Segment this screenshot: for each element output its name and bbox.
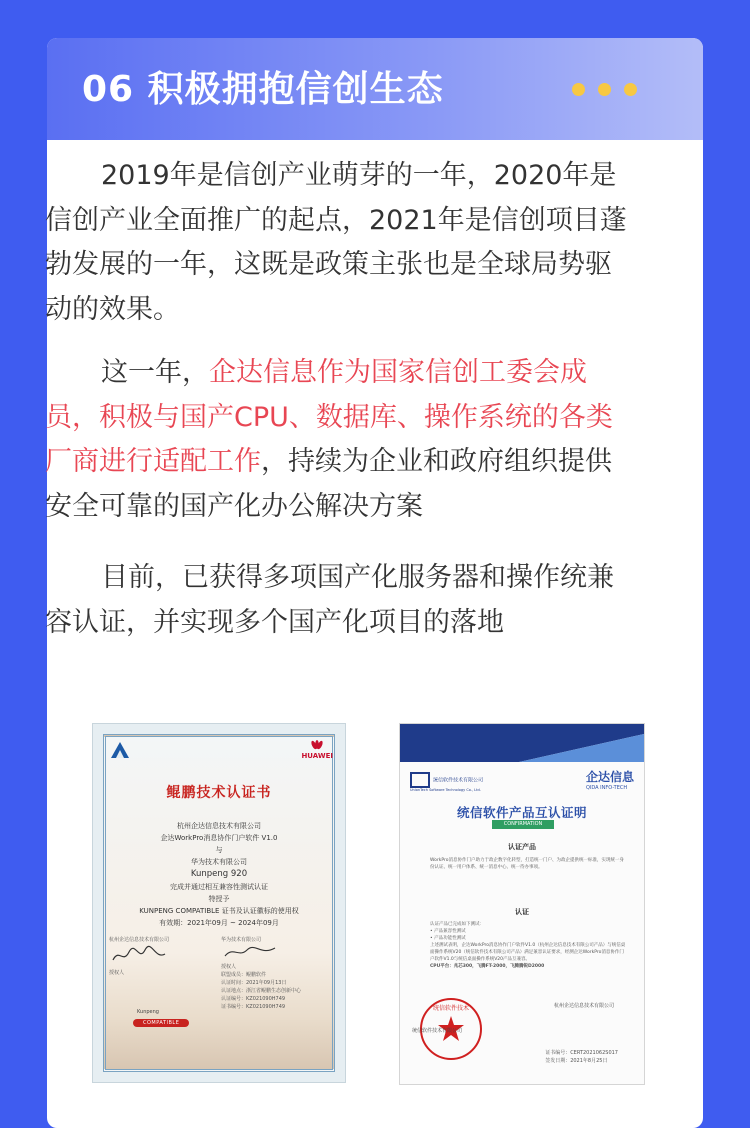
- cert1-right-company: 华为技术有限公司: [221, 937, 262, 943]
- cert1-left-company: 杭州企达信息技术有限公司: [109, 937, 170, 943]
- qida-logo-text: 企达信息: [585, 770, 634, 784]
- paragraph-3-text: 目前，已获得多项国产化服务器和操作统兼容认证，并实现多个国产化项目的落地: [45, 562, 614, 638]
- cert1-line: 有效期：2021年09月 ~ 2024年09月: [159, 919, 279, 927]
- cert1-right-column: [221, 936, 331, 1011]
- cert2-date-block: [545, 1049, 618, 1065]
- kunpeng-label: Kunpeng: [137, 1009, 159, 1015]
- cert1-title: 鲲鹏技术认证书: [166, 785, 272, 801]
- header-dots: [572, 83, 637, 96]
- cert2-title: 统信软件产品互认证明: [456, 805, 587, 820]
- cert1-right-row: 证书编号：KZ021090H749: [221, 1004, 286, 1010]
- cert1-right-row: 认证地点：浙江省鲲鹏生态创新中心: [221, 988, 302, 994]
- cert1-left-label: 授权人: [109, 970, 125, 976]
- cert2-body-line: • 产品兼容性测试: [430, 929, 466, 934]
- cert2-body-line: 上述测试表明，企达WorkPro消息协作门户软件V1.0（杭州企达信息技术有限公司产品）与统信桌面操作系统V20（统信软件技术有限公司产品）满足兼容认证要求，经测企达WorkPro消息协作门户软件V1.0与统信桌面操作系统V20产品互兼容。: [430, 943, 626, 962]
- section-header: [47, 38, 703, 140]
- uniontech-logo: [410, 772, 483, 792]
- dot-icon: [598, 83, 611, 96]
- cert2-section-cert: 认证: [515, 908, 529, 916]
- section-title: 06 积极拥抱信创生态: [82, 69, 444, 110]
- signature-icon: [221, 944, 281, 960]
- huawei-logo: [301, 740, 333, 760]
- qida-logo-sub: QIDA INFO-TECH: [585, 785, 628, 791]
- qida-logo: [586, 768, 634, 791]
- uniontech-certificate-image: [399, 723, 645, 1085]
- confirmation-badge: CONFIRMATION: [492, 820, 554, 829]
- dot-icon: [572, 83, 585, 96]
- cert1-line: 杭州企达信息技术有限公司: [177, 822, 261, 830]
- kunpeng-logo-icon: [109, 740, 131, 760]
- paragraph-3: [45, 556, 635, 645]
- cert2-body-cert: [430, 921, 626, 970]
- paragraph-2: [45, 351, 635, 529]
- dot-icon: [624, 83, 637, 96]
- cert1-lines: [105, 820, 333, 929]
- cert1-line: 企达WorkPro消息协作门户软件 V1.0: [160, 834, 278, 842]
- cert2-section-product: 认证产品: [508, 843, 536, 851]
- cert1-right-row: 认证编号：KZ021090H749: [221, 996, 286, 1002]
- paragraph-2-highlight: 企达信息作为国家信创工委会成员，积极与国产CPU、数据库、操作系统的各类厂商进行适配工作: [45, 357, 613, 477]
- cert1-line: 与: [215, 846, 223, 854]
- certificate-banner: [400, 724, 644, 762]
- huawei-brand-text: HUAWEI: [301, 752, 333, 760]
- cert1-line: KUNPENG COMPATIBLE 证书及认证徽标的使用权: [139, 907, 299, 915]
- cert2-body-line: CPU平台：兆芯300，飞腾FT-2000，飞腾腾锐D2000: [430, 964, 545, 969]
- cert2-seal-right-label: 杭州企达信息技术有限公司: [553, 1003, 614, 1009]
- cert2-date: 签发日期：2021年8月25日: [545, 1058, 608, 1064]
- paragraph-2-tail: ，持续为企业和政府组织提供安全可靠的国产化办公解决方案: [45, 446, 612, 522]
- cert1-line: 完成并通过相互兼容性测试认证: [170, 883, 268, 891]
- paragraph-1-text: 2019年是信创产业萌芽的一年，2020年是信创产业全面推广的起点，2021年是信创项目蓬勃发展的一年，这既是政策主张也是全球局势驱动的效果。: [45, 160, 627, 325]
- huawei-flower-icon: [309, 740, 325, 750]
- cert1-line: 华为技术有限公司: [191, 858, 247, 866]
- paragraph-1: [45, 154, 635, 332]
- uniontech-logo-sub: UnionTech Software Technology Co., Ltd.: [410, 788, 481, 792]
- cert2-body-line: • 产品功能性测试: [430, 936, 466, 941]
- kunpeng-certificate-image: [92, 723, 346, 1083]
- cert2-body-line: 认证产品已完成如下测试：: [430, 922, 484, 927]
- cert1-right-row: 授权人: [221, 964, 237, 970]
- uniontech-logo-text: 统信软件技术有限公司: [433, 777, 484, 784]
- signature-icon: [109, 944, 169, 966]
- cert2-cert-no: 证书编号：CERT2021062S017: [545, 1050, 618, 1056]
- cert1-line: 特授予: [208, 895, 230, 903]
- cert1-left-column: [109, 936, 199, 977]
- paragraph-2-lead: 这一年，: [101, 357, 209, 388]
- cert1-right-row: 认证时间：2021年09月13日: [221, 980, 287, 986]
- cert1-right-row: 联盟成员：鲲鹏软件: [221, 972, 267, 978]
- cert1-line: Kunpeng 920: [190, 869, 248, 879]
- seal-text: 统信软件技术: [432, 1005, 470, 1012]
- cert2-seal-left-label: 统信软件技术有限公司: [412, 1028, 463, 1034]
- compatible-badge: COMPATIBLE: [133, 1019, 189, 1027]
- cert2-body-product: WorkPro消息协作门户助力于政企数字化转型，打造统一门户、为政企提供统一标准，实现统一身份认证、统一用户体系、统一消息中心、统一待办事项。: [430, 858, 625, 870]
- uniontech-mark-icon: [410, 772, 430, 788]
